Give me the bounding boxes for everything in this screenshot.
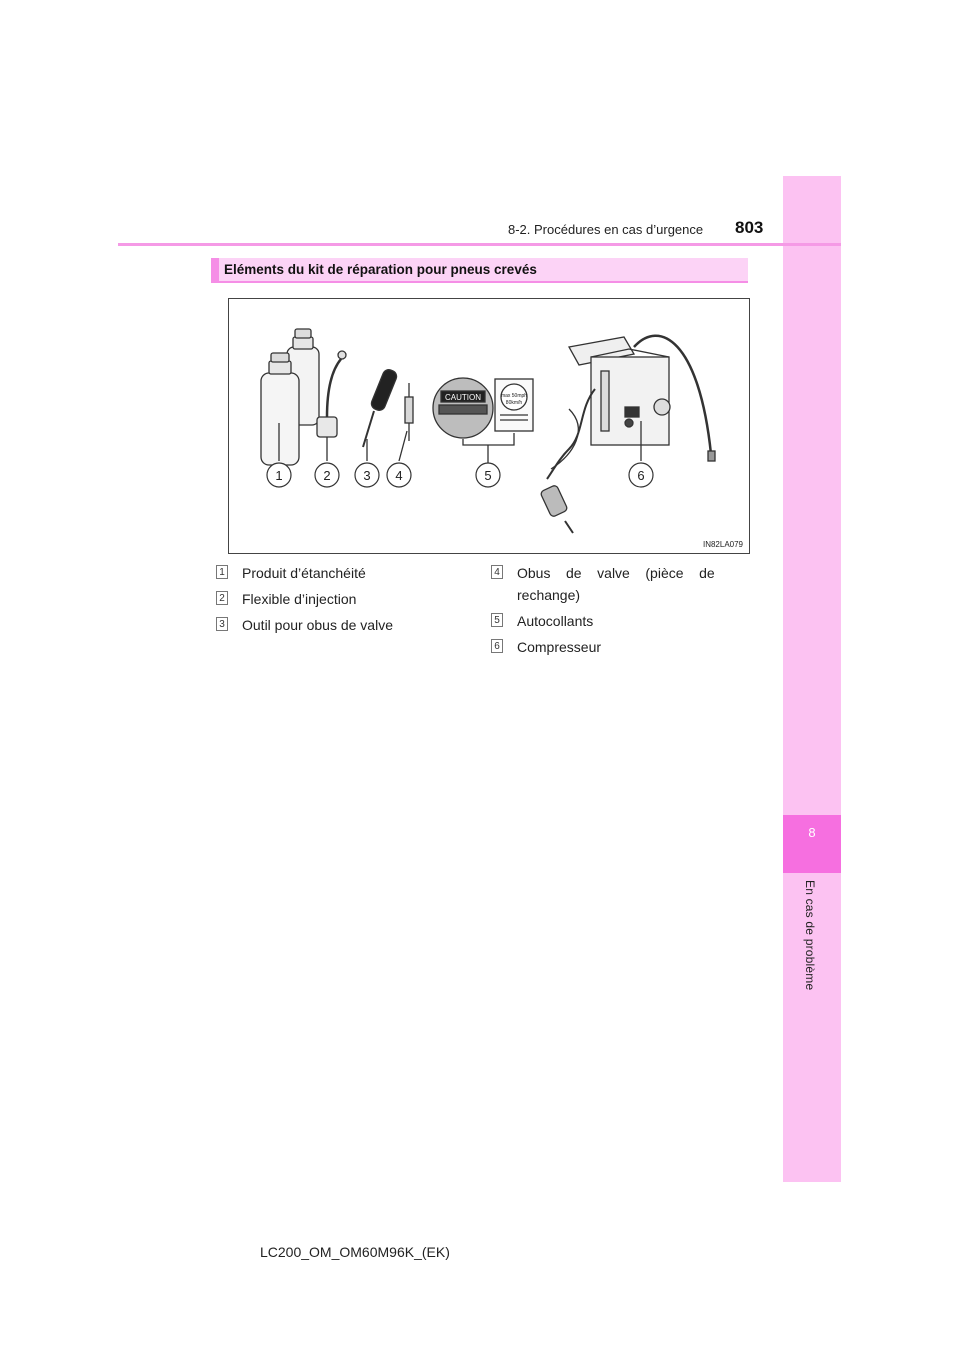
page-number: 803 <box>735 218 764 237</box>
callout-2: 2 <box>323 468 331 483</box>
chapter-label: En cas de problème <box>803 880 817 991</box>
callout-1: 1 <box>275 468 283 483</box>
header-rule <box>118 243 841 246</box>
callout-4: 4 <box>395 468 403 483</box>
sticker-caution-text: CAUTION <box>445 393 481 402</box>
item-label-valve-tool: Outil pour obus de valve <box>242 617 393 633</box>
callout-5: 5 <box>484 468 492 483</box>
callout-3: 3 <box>363 468 371 483</box>
figure-code: IN82LA079 <box>702 540 743 549</box>
sticker-speed-text: max 50mph <box>500 393 528 399</box>
section-title: Eléments du kit de réparation pour pneus crevés <box>224 262 537 277</box>
item-number-badge: 1 <box>216 565 228 579</box>
item-label-compressor: Compresseur <box>517 639 602 655</box>
repair-kit-illustration <box>228 298 750 554</box>
item-label-valve-core-line2: rechange) <box>517 587 581 603</box>
item-label-sealant: Produit d’étanchéité <box>242 565 366 581</box>
header-section-ref: 8-2. Procédures en cas d’urgence <box>508 222 704 237</box>
item-label-stickers: Autocollants <box>517 613 594 629</box>
item-number-badge: 2 <box>216 591 228 605</box>
item-number-badge: 6 <box>491 639 503 653</box>
document-id: LC200_OM_OM60M96K_(EK) <box>260 1244 450 1260</box>
item-number-badge: 3 <box>216 617 228 631</box>
item-number-badge: 4 <box>491 565 503 579</box>
chapter-number-box <box>783 815 841 873</box>
item-label-valve-core-line1: Obus de valve (pièce de <box>517 565 715 581</box>
chapter-side-tab <box>783 176 841 1182</box>
callout-6: 6 <box>637 468 645 483</box>
sticker-speed-kmh-text: 80km/h <box>505 400 523 406</box>
item-label-injection-hose: Flexible d’injection <box>242 591 357 607</box>
section-title-underline <box>211 281 748 283</box>
item-number-badge: 5 <box>491 613 503 627</box>
repair-kit-drawing <box>229 299 749 553</box>
chapter-number: 8 <box>808 825 816 840</box>
